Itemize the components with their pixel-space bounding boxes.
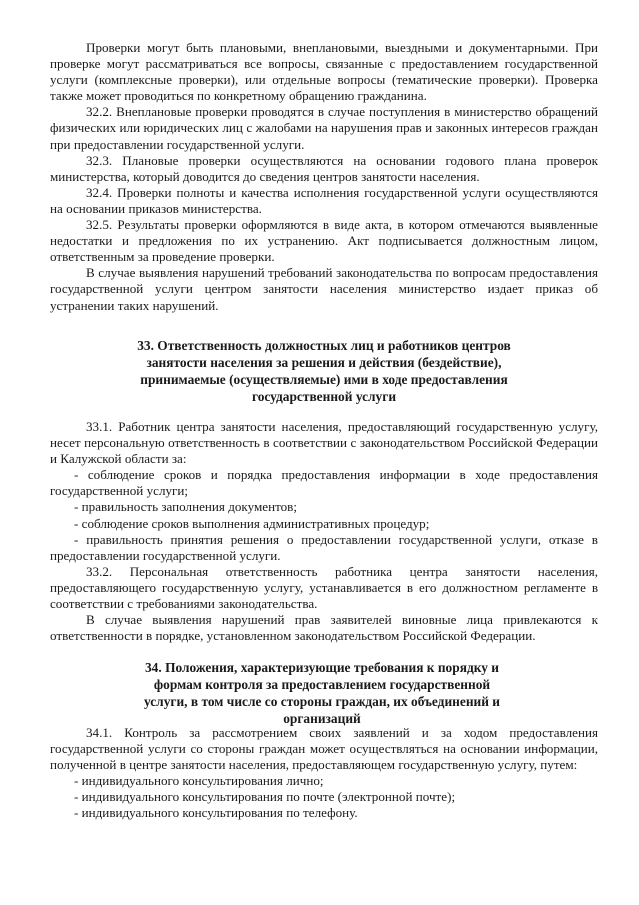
- list-item: - индивидуального консультирования лично;: [74, 773, 324, 789]
- paragraph: В случае выявления нарушений требований законодательства по вопросам предоставления государственной услуги центром занятости населения министерство издает приказ об устранении таких нарушений.: [50, 265, 598, 313]
- paragraph: 34.1. Контроль за рассмотрением своих заявлений и за ходом предоставления государственной услуги со стороны граждан может осуществляться на основании информации, полученной в центре занятости населения, предоставляющем государственную услугу, путем:: [50, 725, 598, 773]
- paragraph: 33.1. Работник центра занятости населения, предоставляющий государственную услугу, несет персональную ответственность в соответствии с законодательством Российской Федерации и Калужской области за:: [50, 419, 598, 467]
- list-item: - индивидуального консультирования по почте (электронной почте);: [74, 789, 456, 805]
- paragraph: 32.2. Внеплановые проверки проводятся в случае поступления в министерство обращений физических или юридических лиц с жалобами на нарушения прав и законных интересов граждан при предоставлении государственной услуги.: [50, 104, 598, 152]
- paragraph: В случае выявления нарушений прав заявителей виновные лица привлекаются к ответственности в порядке, установленном законодательством Российской Федерации.: [50, 612, 598, 644]
- paragraph: Проверки могут быть плановыми, внеплановыми, выездными и документарными. При проверке могут рассматриваться все вопросы, связанные с предоставлением государственной услуги (комплексные проверки), или отдельные вопросы (тематические проверки). Проверка также может проводиться по конкретному обращению гражданина.: [50, 40, 598, 104]
- list-item: - соблюдение сроков и порядка предоставления информации в ходе предоставления государственной услуги;: [50, 467, 598, 499]
- list-item: - правильность заполнения документов;: [74, 499, 297, 515]
- paragraph: 32.3. Плановые проверки осуществляются на основании годового плана проверок министерства, который доводится до сведения центров занятости населения.: [50, 152, 598, 184]
- section-34-heading: 34. Положения, характеризующие требования к порядку и формам контроля за предоставлением государственной услуги, в том числе со стороны граждан, их объединений и организаций: [143, 660, 501, 726]
- section-33-heading: 33. Ответственность должностных лиц и работников центров занятости населения за решения и действия (бездействие), принимаемые (осуществляемые) ими в ходе предоставления государственной услуги: [137, 338, 511, 404]
- section-33-text: [50, 419, 598, 644]
- paragraph: 33.2. Персональная ответственность работника центра занятости населения, предоставляющего государственную услугу, устанавливается в его должностном регламенте в соответствии с требованиями законодательства.: [50, 563, 598, 612]
- list-item: - соблюдение сроков выполнения административных процедур;: [74, 515, 430, 531]
- list-item: - индивидуального консультирования по телефону.: [74, 805, 358, 821]
- paragraph: 32.4. Проверки полноты и качества исполнения государственной услуги осуществляются на основании приказов министерства.: [50, 184, 598, 216]
- list-item: - правильность принятия решения о предоставлении государственной услуги, отказе в предоставлении государственной услуги.: [50, 531, 598, 563]
- paragraph: 32.5. Результаты проверки оформляются в виде акта, в котором отмечаются выявленные недостатки и предложения по их устранению. Акт подписывается должностным лицом, ответственным за проведение проверки.: [50, 217, 598, 265]
- section-34-text: [50, 725, 598, 822]
- section-32-text: [50, 40, 598, 314]
